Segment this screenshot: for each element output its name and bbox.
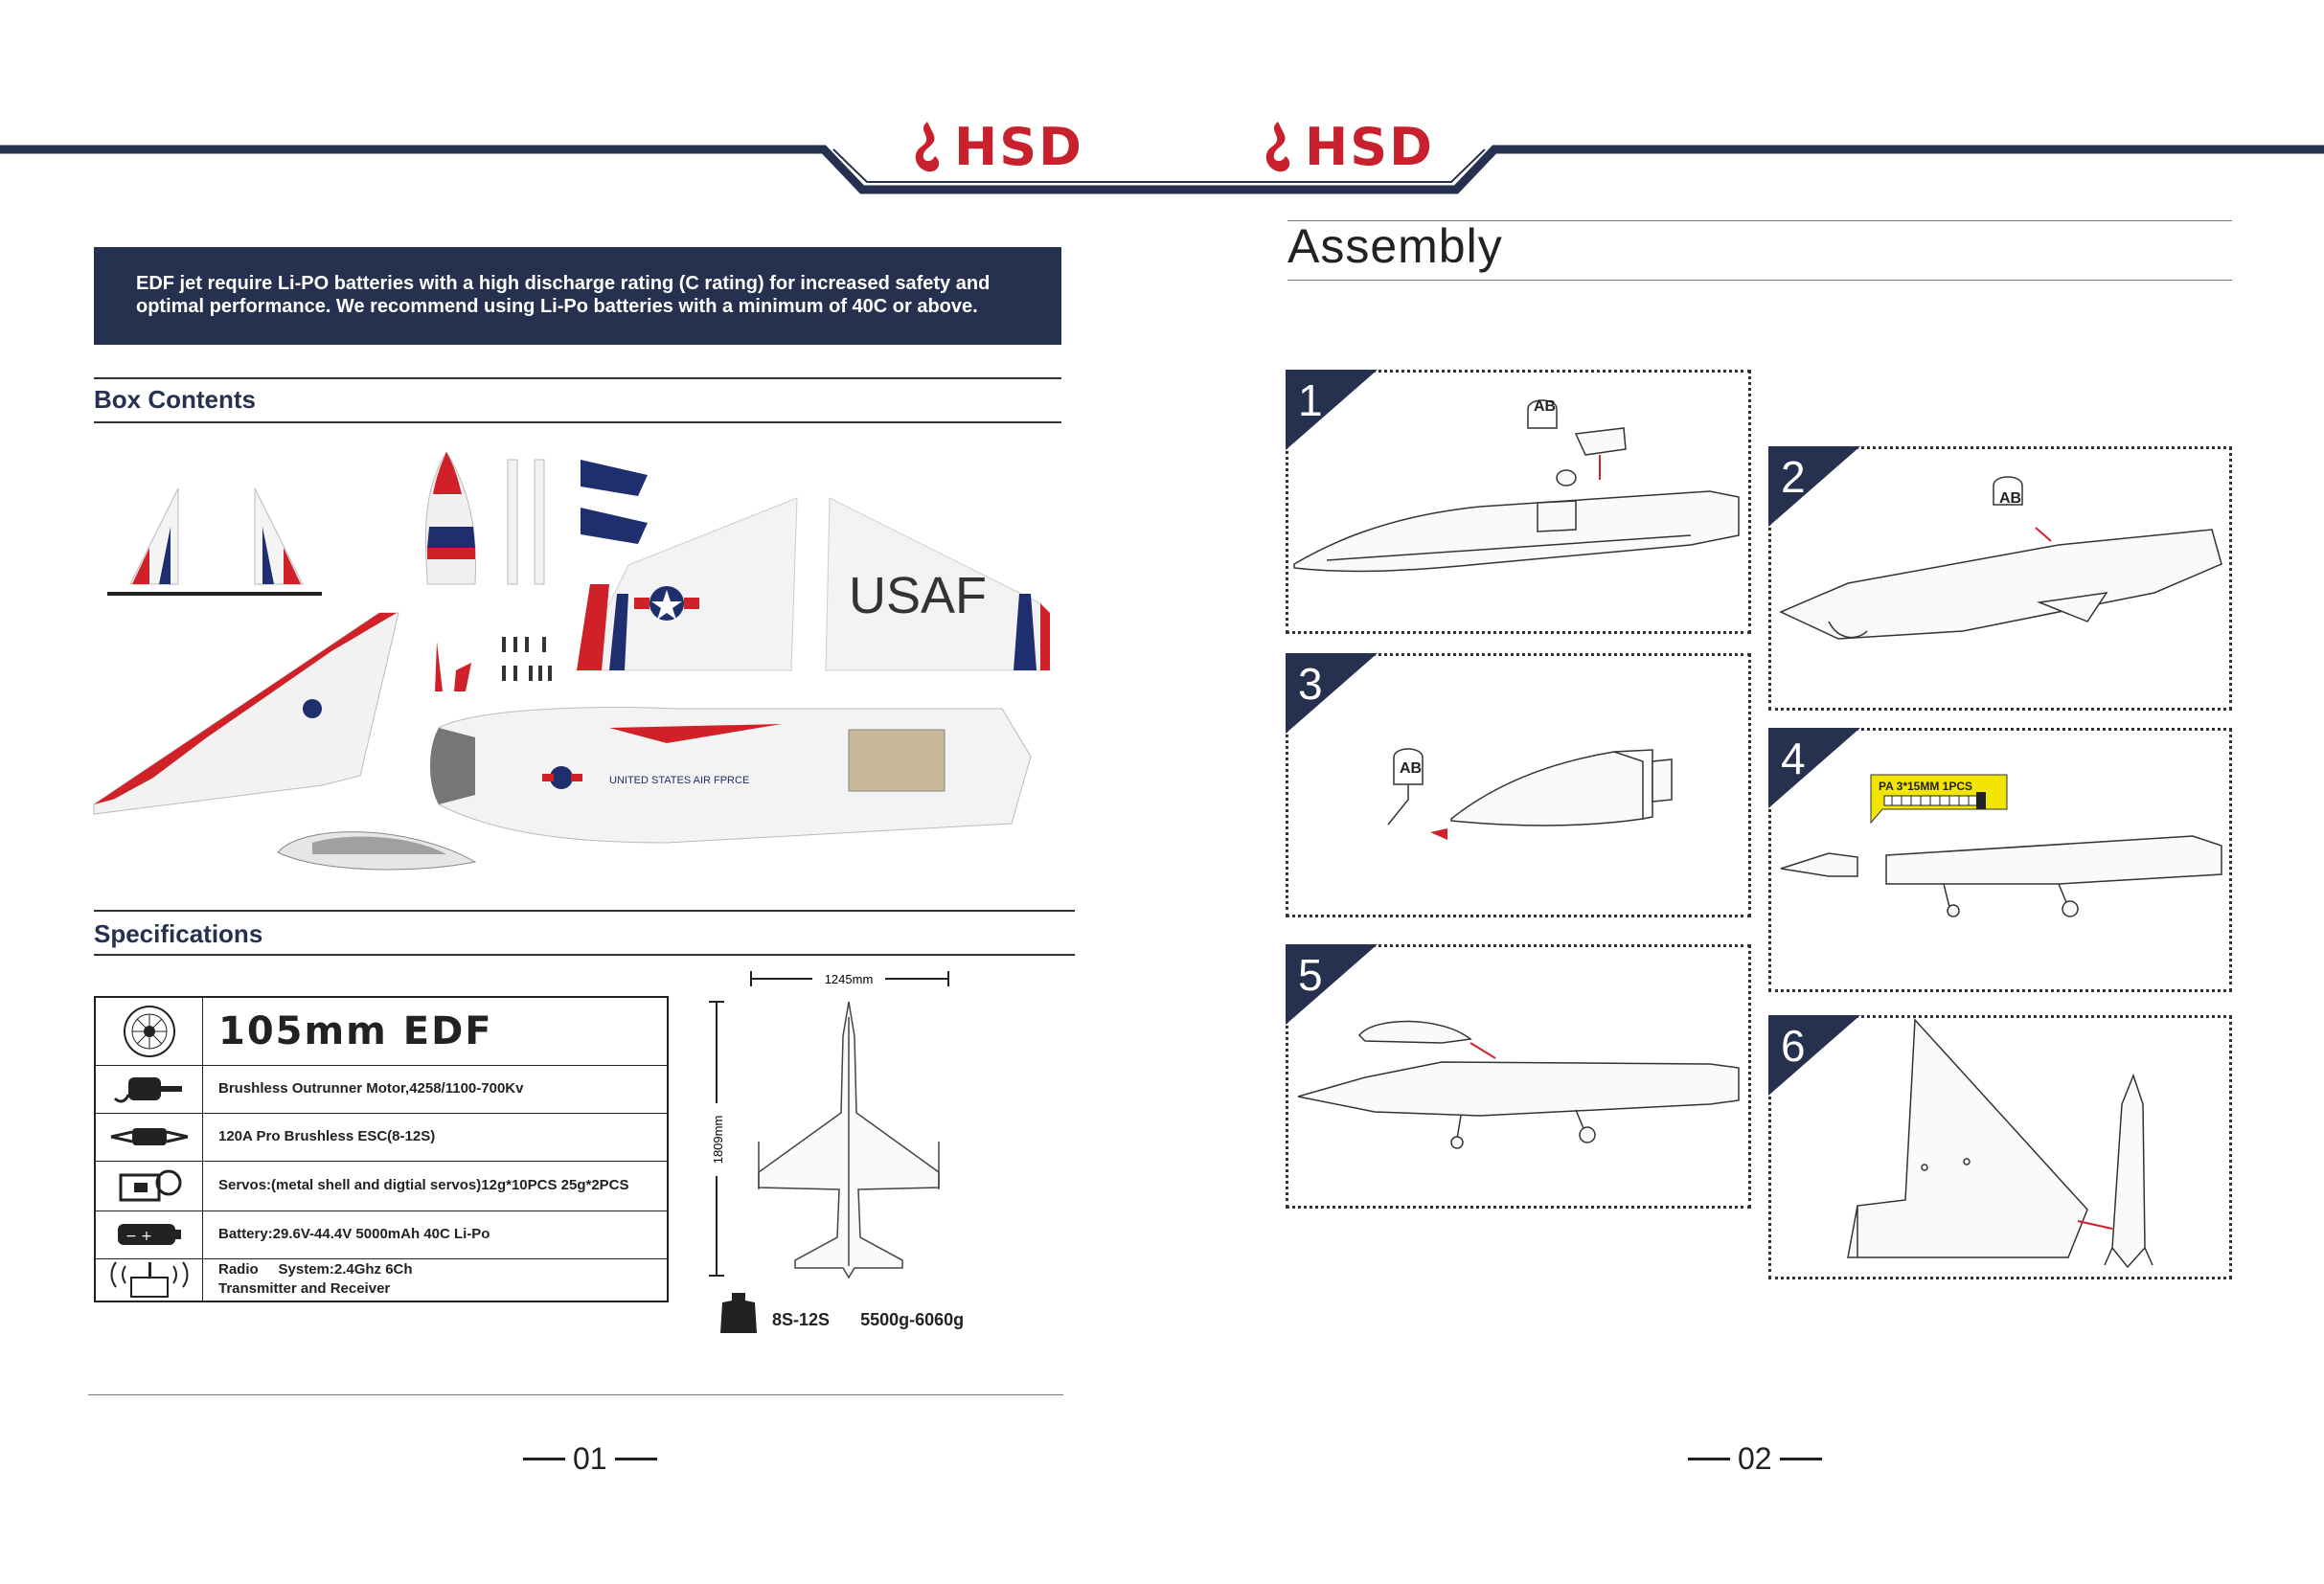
warning-line-2: optimal performance. We recommend using Li-Po batteries with a minimum of 40C or above. — [136, 296, 978, 317]
horizontal-stabilizers — [107, 488, 322, 594]
assembly-step-5 — [1286, 944, 1751, 1209]
flame-logo-icon — [906, 118, 945, 175]
divider — [94, 421, 1061, 423]
brand-name: HSD — [1305, 116, 1434, 177]
fuselage — [430, 708, 1031, 843]
servo-icon — [96, 1161, 203, 1211]
spec-row-esc — [96, 1113, 667, 1162]
assembly-title: Assembly — [1287, 219, 1503, 273]
step-number: 3 — [1298, 659, 1323, 709]
esc-icon — [96, 1113, 203, 1161]
assembly-step-1 — [1286, 370, 1751, 634]
divider — [94, 910, 1075, 912]
spec-esc-text: 120A Pro Brushless ESC(8-12S) — [218, 1128, 436, 1144]
divider — [1287, 280, 2232, 281]
brand-name: HSD — [954, 116, 1083, 177]
spec-row-radio — [96, 1258, 667, 1301]
svg-text:− +: − + — [125, 1229, 152, 1244]
weight-icon — [718, 1291, 759, 1335]
spec-row-battery — [96, 1211, 667, 1259]
spec-row-motor — [96, 1065, 667, 1114]
vertical-tail — [94, 613, 399, 814]
step-number: 1 — [1298, 375, 1323, 425]
warning-line-1: EDF jet require Li-PO batteries with a high discharge rating (C rating) for increased safety and — [136, 273, 991, 294]
step-5-illustration — [1288, 947, 1748, 1206]
edf-fan-icon — [96, 998, 203, 1065]
wingspan-label: 1245mm — [824, 972, 874, 986]
step-number: 2 — [1781, 452, 1806, 502]
weight-spec — [772, 1310, 964, 1330]
spec-row-servo — [96, 1161, 667, 1211]
nose-cone — [425, 452, 475, 584]
page-number-left — [523, 1441, 657, 1477]
spec-radio-line-2: Transmitter and Receiver — [218, 1280, 391, 1297]
step-4-illustration — [1771, 731, 2231, 989]
box-contents-image — [92, 441, 1069, 900]
wing-right — [826, 498, 1050, 670]
page-number: 02 — [1738, 1441, 1772, 1476]
specifications-table — [94, 996, 669, 1302]
step-1-illustration — [1288, 373, 1748, 631]
step-number: 5 — [1298, 950, 1323, 1000]
missile-parts — [508, 460, 544, 584]
divider — [94, 377, 1061, 379]
step-3-illustration — [1288, 656, 1748, 915]
weight-cells: 8S-12S — [772, 1310, 831, 1329]
assembly-step-3 — [1286, 653, 1751, 917]
motor-icon — [96, 1065, 203, 1113]
glue-label: AB — [1400, 760, 1423, 777]
spec-servo-text: Servos:(metal shell and digtial servos)12g*10PCS 25g*2PCS — [218, 1177, 629, 1193]
specifications-title: Specifications — [94, 919, 263, 948]
brand-logo-right — [1257, 113, 1434, 180]
glue-label: AB — [1999, 490, 2022, 507]
plane-dimension-drawing — [699, 960, 968, 1285]
step-2-illustration — [1771, 449, 2231, 708]
page-number: 01 — [573, 1441, 607, 1476]
page-number-right — [1688, 1441, 1822, 1477]
spec-row-edf — [96, 998, 667, 1066]
step-number: 6 — [1781, 1021, 1806, 1071]
part-label: PA 3*15MM 1PCS — [1879, 780, 1973, 793]
divider — [94, 954, 1075, 956]
flame-logo-icon — [1257, 118, 1295, 175]
assembly-step-2 — [1768, 446, 2232, 711]
weight-range: 5500g-6060g — [860, 1310, 965, 1329]
header-band — [0, 134, 2324, 201]
spec-battery-text: Battery:29.6V-44.4V 5000mAh 40C Li-Po — [218, 1226, 490, 1242]
canopy — [278, 832, 475, 870]
assembly-step-4 — [1768, 728, 2232, 992]
fuselage-text: UNITED STATES AIR FPRCE — [609, 775, 750, 786]
brand-logo-left — [906, 113, 1083, 180]
length-label: 1809mm — [711, 1115, 725, 1165]
plane-topview — [759, 1002, 939, 1278]
box-contents-title: Box Contents — [94, 385, 256, 414]
spec-motor-text: Brushless Outrunner Motor,4258/1100-700Kv — [218, 1080, 524, 1097]
spec-edf-text: 105mm EDF — [218, 1009, 493, 1053]
spec-radio-text — [203, 1260, 413, 1299]
glue-label: AB — [1534, 398, 1557, 415]
battery-warning-box — [94, 247, 1061, 345]
assembly-step-6 — [1768, 1015, 2232, 1279]
battery-icon — [96, 1211, 203, 1258]
divider — [88, 1394, 1063, 1395]
screws-hardware — [502, 637, 552, 681]
step-6-illustration — [1771, 1018, 2231, 1277]
step-number: 4 — [1781, 734, 1806, 783]
usaf-label: USAF — [849, 567, 988, 624]
radio-icon — [96, 1258, 203, 1301]
spec-radio-line-1: Radio System:2.4Ghz 6Ch — [218, 1261, 413, 1278]
